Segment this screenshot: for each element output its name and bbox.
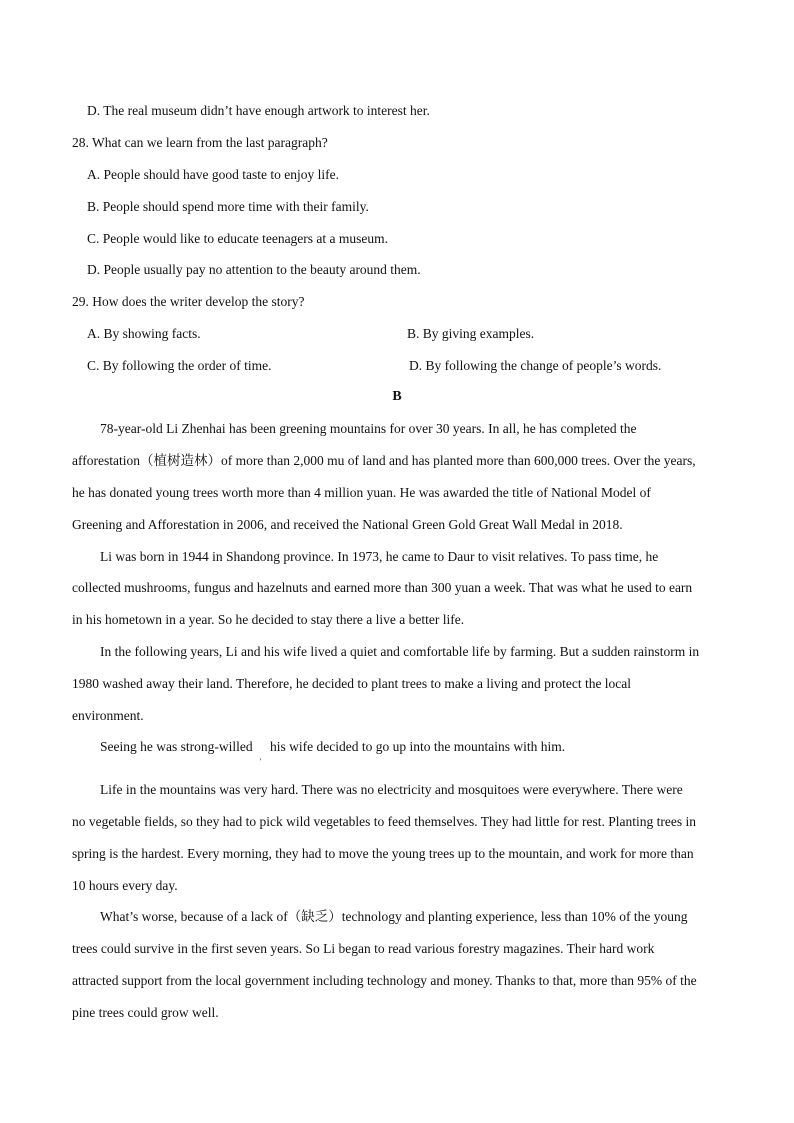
passage-line: Li was born in 1944 in Shandong province. In 1973, he came to Daur to visit relatives. To pass time, he <box>100 549 659 564</box>
q28-option-a: A. People should have good taste to enjoy life. <box>87 167 339 182</box>
passage-line: Life in the mountains was very hard. There was no electricity and mosquitoes were everywhere. There were <box>100 782 683 797</box>
q29-stem: 29. How does the writer develop the story? <box>72 294 305 309</box>
passage-line: 10 hours every day. <box>72 878 178 893</box>
q29-option-d: D. By following the change of people’s words. <box>409 358 662 373</box>
passage-line: no vegetable fields, so they had to pick wild vegetables to feed themselves. They had little for rest. Planting trees in <box>72 814 696 829</box>
passage-line: pine trees could grow well. <box>72 1005 219 1020</box>
q28-stem: 28. What can we learn from the last paragraph? <box>72 135 328 150</box>
passage-line: Seeing he was strong-willed <box>100 739 253 754</box>
q28-option-b: B. People should spend more time with their family. <box>87 199 369 214</box>
passage-line: trees could survive in the first seven years. So Li began to read various forestry magazines. Their hard work <box>72 941 655 956</box>
passage-line: 78-year-old Li Zhenhai has been greening mountains for over 30 years. In all, he has completed the <box>100 421 637 436</box>
section-b-title: B <box>392 389 402 404</box>
q27-option-d: D. The real museum didn’t have enough artwork to interest her. <box>87 103 430 118</box>
passage-line: In the following years, Li and his wife lived a quiet and comfortable life by farming. But a sudden rainstorm in <box>100 644 700 659</box>
passage-line: environment. <box>72 708 144 723</box>
passage-line: collected mushrooms, fungus and hazelnuts and earned more than 300 yuan a week. That was what he used to earn <box>72 580 693 595</box>
passage-line: he has donated young trees worth more than 4 million yuan. He was awarded the title of National Model of <box>72 485 651 500</box>
q29-option-b: B. By giving examples. <box>407 326 535 341</box>
q29-option-a: A. By showing facts. <box>87 326 201 341</box>
passage-line: 1980 washed away their land. Therefore, he decided to plant trees to make a living and protect the local <box>72 676 632 691</box>
passage-line: Greening and Afforestation in 2006, and received the National Green Gold Great Wall Medal in 2018. <box>72 517 623 532</box>
passage-line: afforestation（植树造林）of more than 2,000 mu of land and has planted more than 600,000 trees. Over the years, <box>72 453 696 468</box>
passage-line: his wife decided to go up into the mountains with him. <box>270 739 566 754</box>
comma-mark: ' <box>260 757 262 766</box>
passage-line: attracted support from the local government including technology and money. Thanks to that, more than 95% of the <box>72 973 697 988</box>
passage-line: spring is the hardest. Every morning, they had to move the young trees up to the mountain, and work for more than <box>72 846 694 861</box>
passage-line: in his hometown in a year. So he decided to stay there a live a better life. <box>72 612 465 627</box>
q28-option-c: C. People would like to educate teenagers at a museum. <box>87 231 389 246</box>
passage-line: What’s worse, because of a lack of（缺乏）technology and planting experience, less than 10% of the young <box>100 909 688 924</box>
q28-option-d: D. People usually pay no attention to the beauty around them. <box>87 262 421 277</box>
q29-option-c: C. By following the order of time. <box>87 358 272 373</box>
